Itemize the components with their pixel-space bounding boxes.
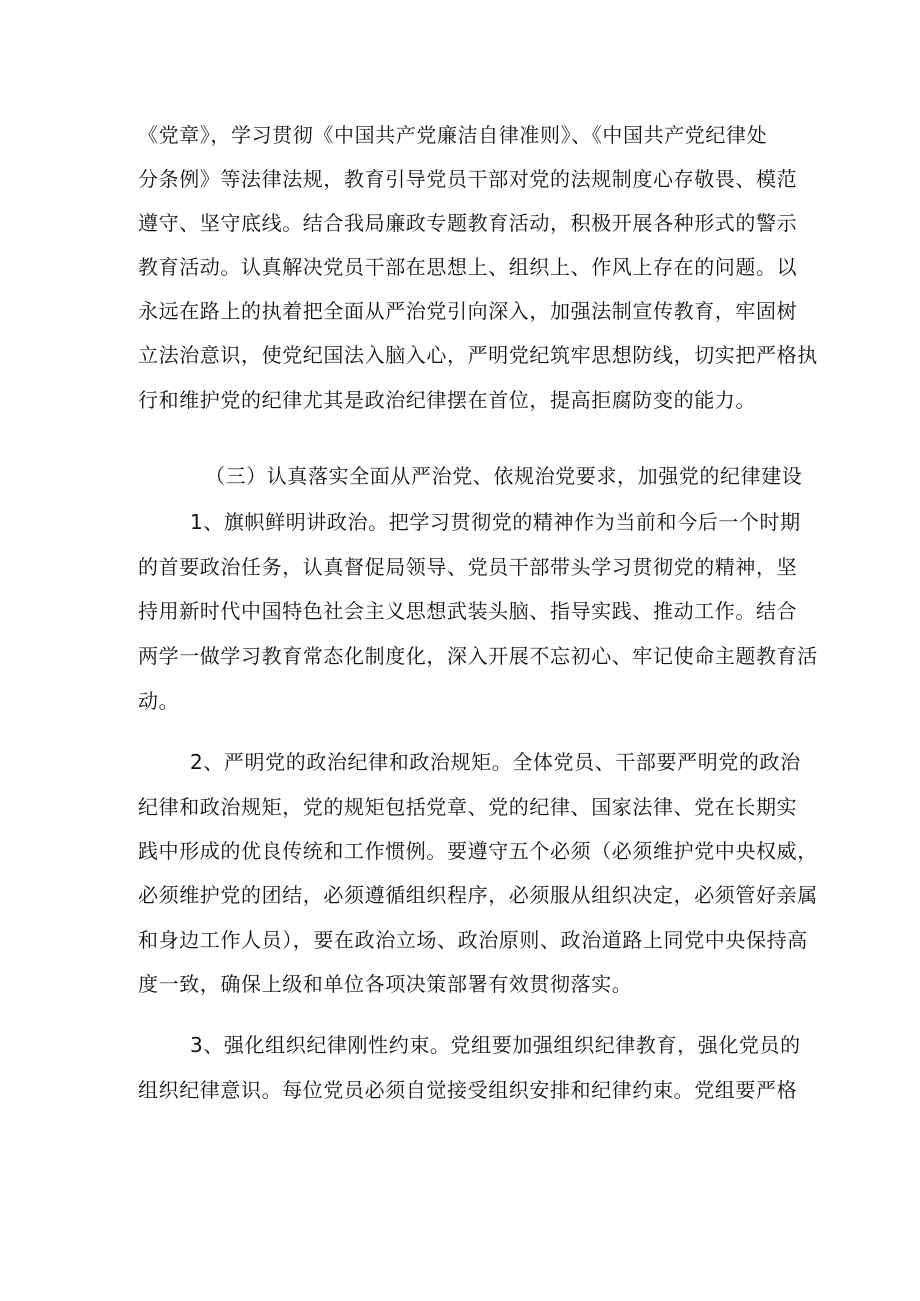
text-line: 度一致，确保上级和单位各项决策部署有效贯彻落实。	[138, 972, 633, 996]
text-line: 纪律和政治规矩，党的规矩包括党章、党的纪律、国家法律、党在长期实	[138, 795, 798, 819]
text-line: 的首要政治任务，认真督促局领导、党员干部带头学习贯彻党的精神，坚	[138, 555, 798, 579]
paragraph-first-line: 2、严明党的政治纪律和政治规矩。全体党员、干部要严明党的政治	[190, 750, 801, 774]
text-line: 和身边工作人员），要在政治立场、政治原则、政治道路上同党中央保持高	[138, 928, 808, 952]
text-line: 持用新时代中国特色社会主义思想武装头脑、指导实践、推动工作。结合	[138, 599, 798, 623]
text-line: 行和维护党的纪律尤其是政治纪律摆在首位，提高拒腐防变的能力。	[138, 388, 756, 412]
text-line: 分条例》等法律法规，教育引导党员干部对党的法规制度心存敬畏、模范	[138, 167, 798, 191]
text-line: 组织纪律意识。每位党员必须自觉接受组织安排和纪律约束。党组要严格	[138, 1078, 798, 1102]
text-line: 必须维护党的团结，必须遵循组织程序，必须服从组织决定，必须管好亲属	[138, 883, 818, 907]
text-line: 动。	[138, 689, 180, 713]
text-line: 《党章》，学习贯彻《中国共产党廉洁自律准则》、《中国共产党纪律处	[138, 123, 768, 147]
text-line: 遵守、坚守底线。结合我局廉政专题教育活动，积极开展各种形式的警示	[138, 211, 798, 235]
paragraph-first-line: 3、强化组织纪律刚性约束。党组要加强组织纪律教育，强化党员的	[190, 1033, 801, 1057]
paragraph-first-line: 1、旗帜鲜明讲政治。把学习贯彻党的精神作为当前和今后一个时期	[190, 510, 801, 534]
text-line: 践中形成的优良传统和工作惯例。要遵守五个必须（必须维护党中央权威，	[138, 839, 818, 863]
text-line: 两学一做学习教育常态化制度化，深入开展不忘初心、牢记使命主题教育活	[138, 644, 818, 668]
text-line: 永远在路上的执着把全面从严治党引向深入，加强法制宣传教育，牢固树	[138, 299, 798, 323]
text-line: 教育活动。认真解决党员干部在思想上、组织上、作风上存在的问题。以	[138, 255, 798, 279]
section-heading: （三）认真落实全面从严治党、依规治党要求，加强党的纪律建设	[205, 464, 803, 488]
text-line: 立法治意识，使党纪国法入脑入心，严明党纪筑牢思想防线，切实把严格执	[138, 343, 818, 367]
